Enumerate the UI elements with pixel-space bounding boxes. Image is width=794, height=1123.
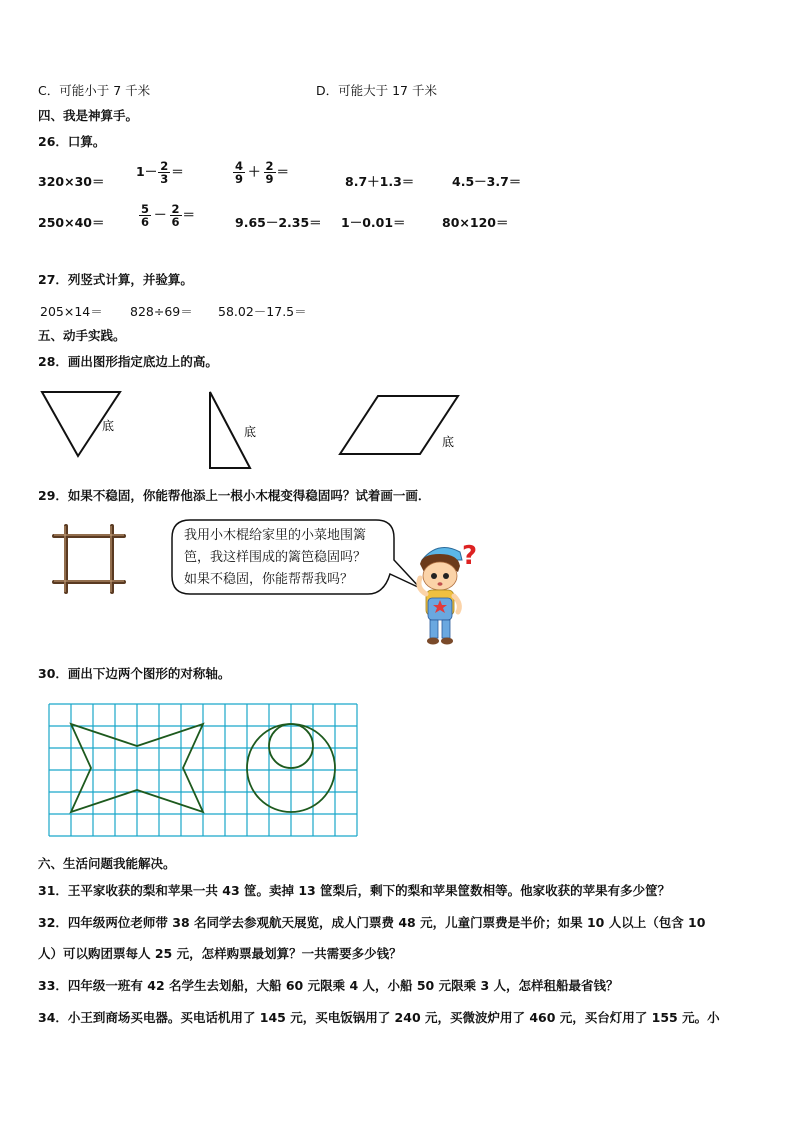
q32-line-1: 32．四年级两位老师带 38 名同学去参观航天展览，成人门票费 48 元，儿童门票费是半价；如果 10 人以上（包含 10 — [38, 915, 706, 930]
q26-r2-d: 1－0.01＝ — [341, 215, 406, 230]
q32-line-2: 人）可以购团票每人 25 元，怎样购票最划算？一共需要多少钱？ — [38, 946, 402, 961]
q33: 33．四年级一班有 42 名学生去划船，大船 60 元限乘 4 人，小船 50 元限乘 3 人，怎样租船最省钱？ — [38, 978, 619, 993]
operator: － — [154, 207, 167, 222]
q26-r1-e: 4.5－3.7＝ — [452, 174, 522, 189]
q27-expr-3: 58.02－17.5＝ — [218, 304, 307, 319]
q26-r1-a: 320×30＝ — [38, 174, 105, 189]
q27-expr-2: 828÷69＝ — [130, 304, 193, 319]
q26-r1-b-pre: 1－ — [136, 164, 158, 179]
numerator: 2 — [265, 159, 274, 173]
bubble-line-2: 笆，我这样围成的篱笆稳固吗？ — [184, 550, 367, 565]
fraction — [139, 203, 151, 228]
q26-r2-e: 80×120＝ — [442, 215, 509, 230]
denominator: 6 — [141, 215, 150, 229]
cartoon-boy — [412, 538, 492, 648]
base-label-parallelogram: 底 — [442, 435, 455, 449]
denominator: 6 — [171, 215, 180, 229]
parallelogram — [340, 396, 458, 454]
q26-label: 26．口算。 — [38, 134, 106, 149]
q28-label: 28．画出图形指定底边上的高。 — [38, 354, 218, 369]
equals: ＝ — [171, 164, 184, 179]
denominator: 9 — [265, 172, 274, 186]
q34: 34．小王到商场买电器。买电话机用了 145 元，买电饭锅用了 240 元，买微波炉用了 460 元，买台灯用了 155 元。小 — [38, 1010, 720, 1025]
numerator: 2 — [171, 202, 180, 216]
section6-title: 六、生活问题我能解决。 — [38, 856, 176, 871]
q26-r2-b — [138, 203, 195, 228]
section4-title: 四、我是神算手。 — [38, 108, 139, 123]
q26-r1-d: 8.7＋1.3＝ — [345, 174, 415, 189]
base-label-triangle: 底 — [102, 419, 115, 433]
option-d: D．可能大于 17 千米 — [316, 83, 437, 98]
bubble-line-1: 我用小木棍给家里的小菜地围篱 — [184, 528, 367, 543]
q30-label: 30．画出下边两个图形的对称轴。 — [38, 666, 231, 681]
numerator: 2 — [160, 159, 169, 173]
numerator: 5 — [141, 202, 150, 216]
q27-expr-1: 205×14＝ — [40, 304, 103, 319]
fraction — [264, 160, 276, 185]
fraction — [158, 160, 170, 185]
equals: ＝ — [182, 207, 196, 222]
q26-r1-b — [136, 160, 184, 185]
q26-r2-a: 250×40＝ — [38, 215, 105, 230]
numerator: 4 — [235, 159, 244, 173]
denominator: 3 — [160, 172, 169, 186]
bubble-line-3: 如果不稳固，你能帮帮我吗？ — [184, 572, 354, 587]
option-c: C．可能小于 7 千米 — [38, 83, 151, 98]
q28-shapes — [38, 384, 478, 474]
stick-square — [50, 524, 130, 594]
base-label-right-triangle: 底 — [244, 425, 257, 439]
q30-grid — [47, 702, 361, 840]
q27-label: 27．列竖式计算，并验算。 — [38, 272, 193, 287]
q26-r2-c: 9.65－2.35＝ — [235, 215, 322, 230]
q31: 31．王平家收获的梨和苹果一共 43 筐。卖掉 13 筐梨后，剩下的梨和苹果筐数相等。他家收获的苹果有多少筐？ — [38, 883, 671, 898]
section5-title: 五、动手实践。 — [38, 328, 126, 343]
q29-label: 29．如果不稳固，你能帮他添上一根小木棍变得稳固吗？试着画一画． — [38, 488, 431, 503]
equals: ＝ — [276, 164, 290, 179]
operator: ＋ — [248, 164, 261, 179]
q26-r1-c — [232, 160, 289, 185]
fraction — [170, 203, 182, 228]
fraction — [233, 160, 245, 185]
question-mark: ? — [462, 541, 478, 571]
denominator: 9 — [235, 172, 244, 186]
